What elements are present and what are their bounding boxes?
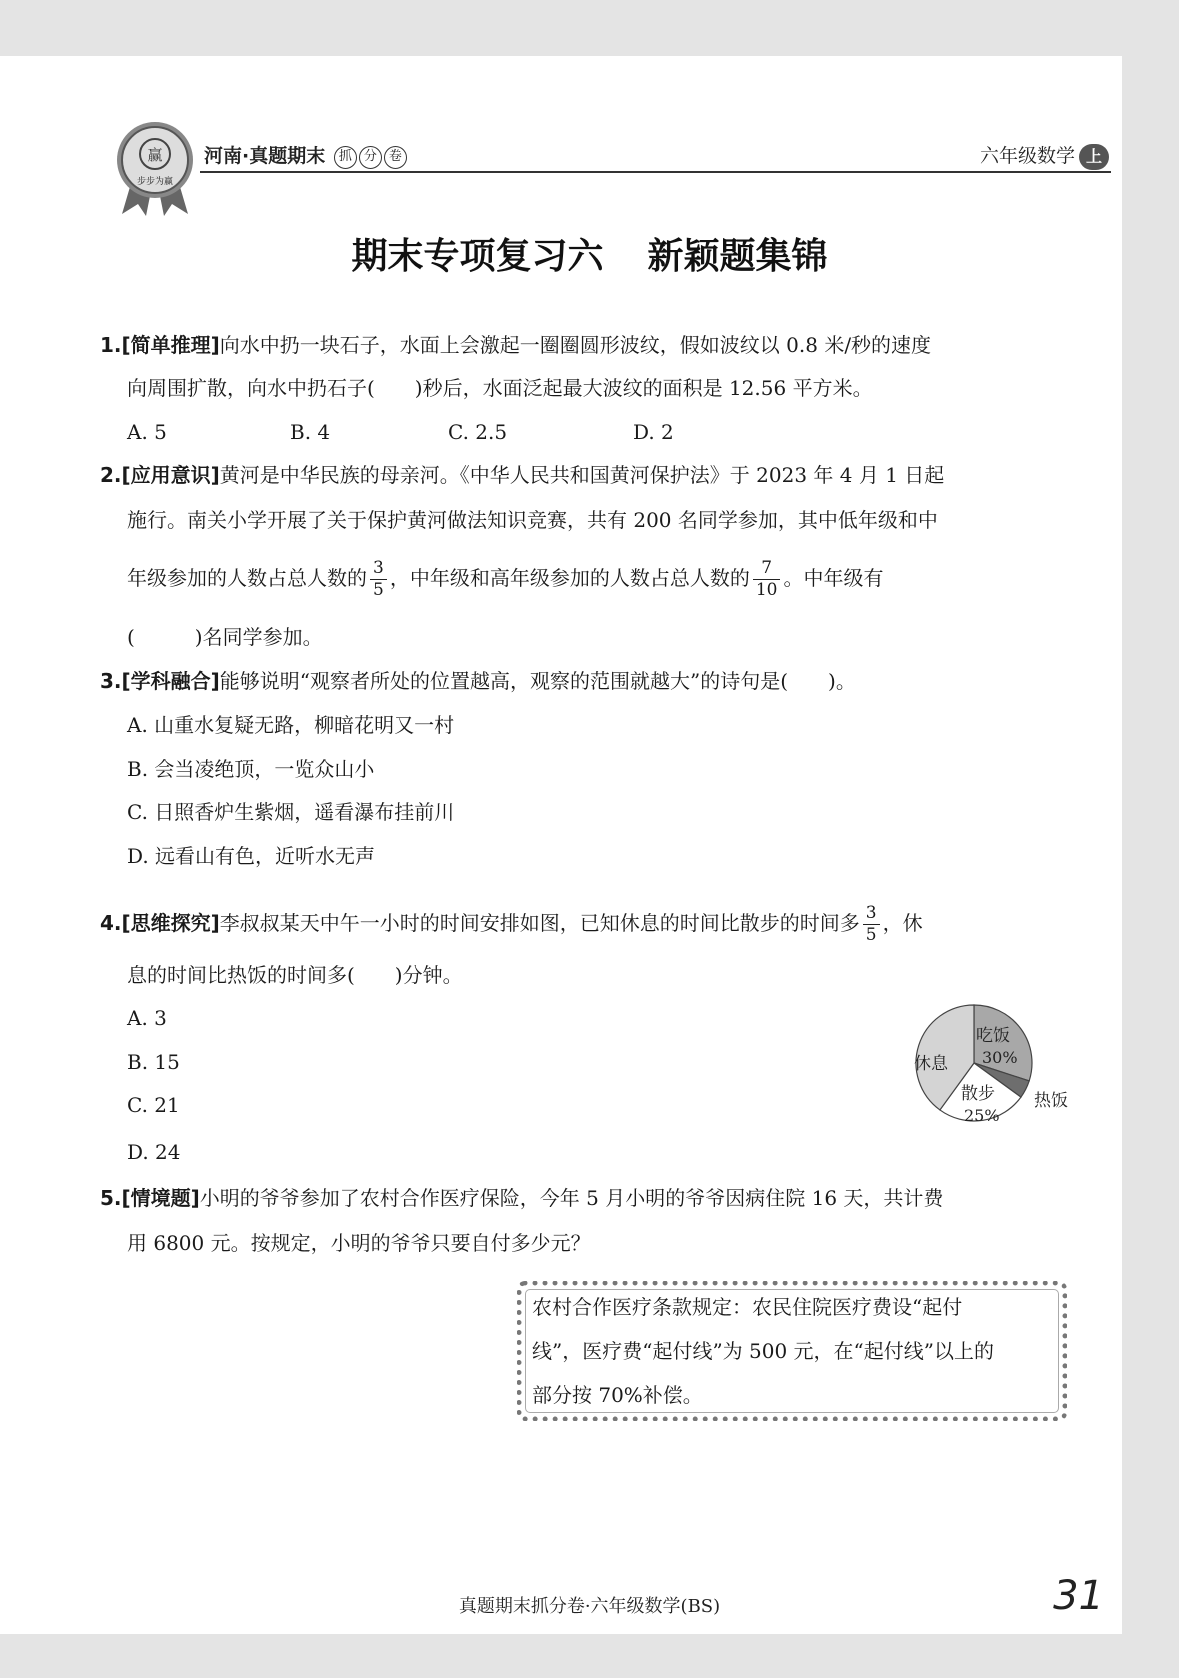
q2-text3b: ，中年级和高年级参加的人数占总人数的 bbox=[389, 566, 750, 590]
q2-text3a: 年级参加的人数占总人数的 bbox=[127, 566, 367, 590]
q4-fraction: $\frac{3}{5}$ bbox=[863, 903, 880, 946]
pie-label-rest: 休息 bbox=[914, 1054, 948, 1074]
pie-value-eat: 30% bbox=[982, 1048, 1018, 1067]
q2-text3c: 。中年级有 bbox=[783, 566, 884, 590]
q3-tag: [学科融合] bbox=[121, 669, 220, 693]
page-title-part2: 新颖题集锦 bbox=[647, 236, 828, 277]
header-circle-char: 分 bbox=[359, 146, 382, 169]
q2-tag: [应用意识] bbox=[121, 463, 220, 487]
q1-option-b: B. 4 bbox=[290, 420, 331, 444]
q2-line3 bbox=[127, 558, 883, 601]
header-grade-text: 六年级数学 bbox=[979, 145, 1075, 167]
pie-value-walk: 25% bbox=[964, 1106, 1000, 1123]
pie-label-eat: 吃饭 bbox=[976, 1026, 1010, 1046]
q4-option-b: B. 15 bbox=[127, 1050, 180, 1074]
q5-number: 5. bbox=[100, 1186, 122, 1210]
q4-text1a: 李叔叔某天中午一小时的时间安排如图，已知休息的时间比散步的时间多 bbox=[219, 911, 860, 935]
q1-number: 1. bbox=[100, 333, 122, 357]
q1-option-a: A. 5 bbox=[127, 420, 167, 444]
q1-option-d: D. 2 bbox=[633, 420, 674, 444]
q4-option-d: D. 24 bbox=[127, 1140, 181, 1164]
time-pie-chart bbox=[912, 1003, 1082, 1123]
q1-option-c: C. 2.5 bbox=[448, 420, 508, 444]
header-series-main: 河南·真题期末 bbox=[204, 145, 326, 167]
page-title-part1: 期末专项复习六 bbox=[351, 236, 604, 277]
q4-line1 bbox=[100, 903, 923, 946]
q4-text1b: ，休 bbox=[882, 911, 923, 935]
q1-text1: 向水中扔一块石子，水面上会激起一圈圈圆形波纹，假如波纹以 0.8 米/秒的速度 bbox=[219, 333, 932, 357]
header-circle-char: 卷 bbox=[384, 146, 407, 169]
q5-line1 bbox=[100, 1183, 943, 1213]
q2-line2: 施行。南关小学开展了关于保护黄河做法知识竞赛，共有 200 名同学参加，其中低年级和中 bbox=[127, 508, 938, 532]
svg-text:赢: 赢 bbox=[147, 146, 163, 164]
q3-option-c: C. 日照香炉生紫烟，遥看瀑布挂前川 bbox=[127, 800, 455, 824]
footer-text: 真题期末抓分卷·六年级数学(BS) bbox=[458, 1596, 721, 1617]
page-number: 31 bbox=[1053, 1573, 1104, 1619]
q3-number: 3. bbox=[100, 669, 122, 693]
rule-line-2: 线”，医疗费“起付线”为 500 元，在“起付线”以上的 bbox=[532, 1339, 995, 1363]
q4-line2: 息的时间比热饭的时间多( )分钟。 bbox=[127, 963, 463, 987]
q3-text1: 能够说明“观察者所处的位置越高，观察的范围就越大”的诗句是( )。 bbox=[219, 669, 856, 693]
header-volume-badge: 上 bbox=[1079, 144, 1109, 170]
header-circle-char: 抓 bbox=[334, 146, 357, 169]
logo-badge-icon bbox=[110, 118, 200, 218]
pie-label-walk: 散步 bbox=[961, 1084, 995, 1104]
q5-text1: 小明的爷爷参加了农村合作医疗保险，今年 5 月小明的爷爷因病住院 16 天，共计费 bbox=[199, 1186, 944, 1210]
q2-line1 bbox=[100, 460, 944, 490]
q2-fraction-1: $\frac{3}{5}$ bbox=[370, 558, 387, 601]
rule-line-3: 部分按 70%补偿。 bbox=[532, 1383, 703, 1407]
q3-option-b: B. 会当凌绝顶，一览众山小 bbox=[127, 757, 375, 781]
q2-line4: ( )名同学参加。 bbox=[127, 625, 323, 649]
q5-line2: 用 6800 元。按规定，小明的爷爷只要自付多少元？ bbox=[127, 1231, 591, 1255]
pie-label-heat: 热饭 bbox=[1034, 1091, 1068, 1111]
q1-line1 bbox=[100, 330, 931, 360]
q2-text1: 黄河是中华民族的母亲河。《中华人民共和国黄河保护法》于 2023 年 4 月 1 日起 bbox=[219, 463, 945, 487]
q5-tag: [情境题] bbox=[121, 1186, 200, 1210]
svg-text:步步为赢: 步步为赢 bbox=[136, 177, 174, 187]
header-grade-subject bbox=[980, 141, 1109, 170]
q2-fraction-2: $\frac{7}{10}$ bbox=[753, 558, 781, 601]
q3-line1 bbox=[100, 666, 856, 696]
q1-line2: 向周围扩散，向水中扔石子( )秒后，水面泛起最大波纹的面积是 12.56 平方米。 bbox=[127, 376, 873, 400]
rule-line-1: 农村合作医疗条款规定：农民住院医疗费设“起付 bbox=[532, 1295, 963, 1319]
q4-number: 4. bbox=[100, 911, 122, 935]
header-series-title bbox=[204, 141, 407, 169]
q1-tag: [简单推理] bbox=[121, 333, 220, 357]
q4-option-a: A. 3 bbox=[127, 1006, 167, 1030]
q3-option-d: D. 远看山有色，近听水无声 bbox=[127, 844, 376, 868]
page-title bbox=[0, 228, 1179, 279]
q4-tag: [思维探究] bbox=[121, 911, 220, 935]
q2-number: 2. bbox=[100, 463, 122, 487]
q4-option-c: C. 21 bbox=[127, 1093, 180, 1117]
header-divider bbox=[200, 171, 1111, 173]
q3-option-a: A. 山重水复疑无路，柳暗花明又一村 bbox=[127, 713, 455, 737]
